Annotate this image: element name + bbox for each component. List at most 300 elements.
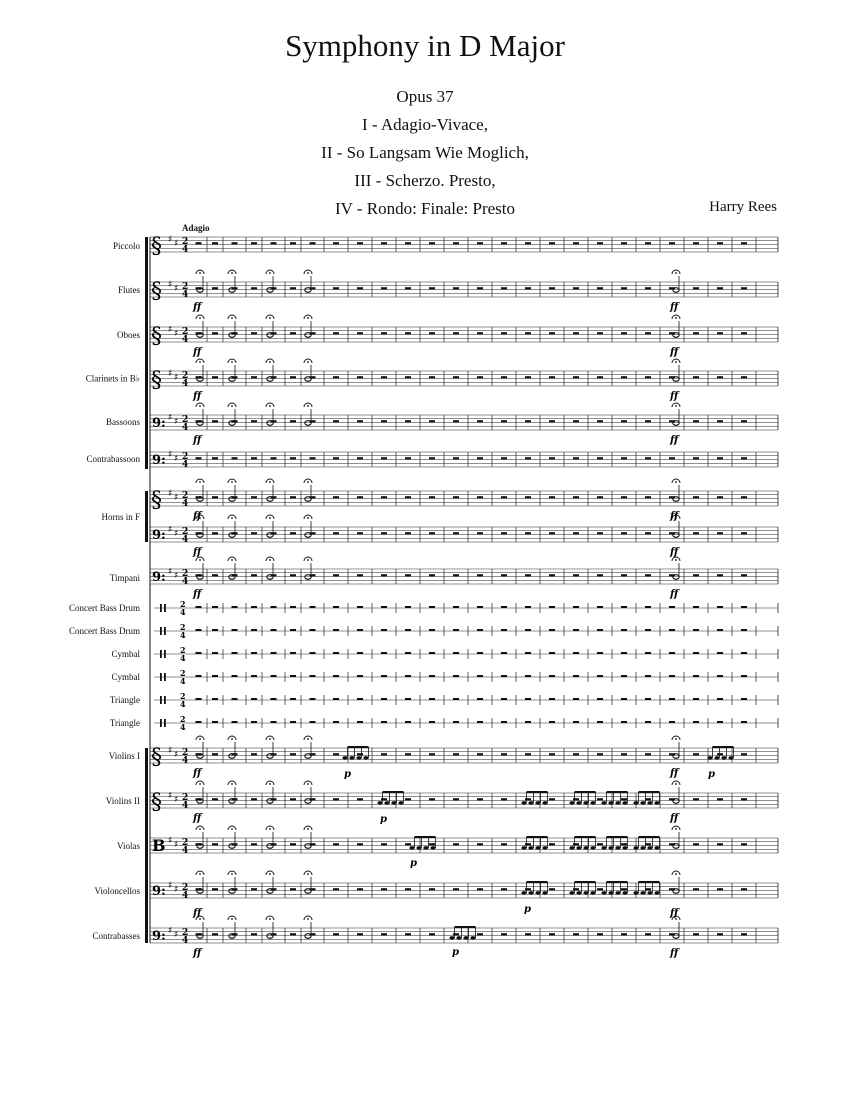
fermata-note [266,515,274,537]
rest-mark [669,606,675,608]
percussion-clef [160,604,162,612]
rest-mark [597,332,603,334]
rest-mark [333,843,339,845]
rest-mark [597,721,603,723]
rest-mark [290,698,296,700]
fermata-note [304,359,312,381]
rest-mark [290,242,296,244]
rest-mark [501,287,507,289]
opus-number: Opus 37 [396,87,454,106]
bass-clef: 9: [152,453,166,468]
sharp-sign: ♯ [174,795,179,805]
rest-mark [310,698,316,700]
percussion-clef [160,650,162,658]
rest-mark [597,675,603,677]
rest-mark [669,242,675,244]
fermata-note [672,315,680,337]
rest-mark [645,652,651,654]
percussion-clef [164,719,166,727]
rest-mark [525,798,531,800]
time-sig-bottom: 4 [182,423,189,433]
instrument-label: Contrabassoon [86,454,140,464]
rest-mark [693,888,699,890]
fermata-note [266,315,274,337]
dynamic-ff: ff [670,511,679,522]
rest-mark [621,532,627,534]
rest-mark [621,698,627,700]
rest-mark [501,332,507,334]
rest-mark [741,420,747,422]
rest-mark [693,457,699,459]
rest-mark [357,721,363,723]
sharp-sign: ♯ [168,836,173,846]
rest-mark [251,888,257,890]
fermata-note [304,479,312,501]
bass-clef: 9: [152,884,166,899]
rest-mark [573,287,579,289]
rest-mark [212,675,218,677]
rest-mark [693,420,699,422]
rest-mark [333,606,339,608]
rest-mark [381,843,387,845]
rest-mark [597,420,603,422]
percussion-clef [164,673,166,681]
rest-mark [196,457,202,459]
rest-mark [501,574,507,576]
rest-mark [645,287,651,289]
rest-mark [669,721,675,723]
rest-mark [669,457,675,459]
staff [150,748,778,763]
rest-mark [453,332,459,334]
rest-mark [597,287,603,289]
treble-clef: § [151,745,162,770]
rest-mark [741,376,747,378]
rest-mark [271,457,277,459]
rest-mark [477,721,483,723]
staff [150,237,778,252]
rest-mark [549,606,555,608]
rest-mark [597,843,603,845]
rest-mark [453,574,459,576]
dynamic-p: p [410,858,417,869]
sharp-sign: ♯ [168,525,173,535]
rest-mark [741,332,747,334]
rest-mark [196,698,202,700]
rest-mark [310,606,316,608]
fermata-note [266,826,274,848]
rest-mark [717,420,723,422]
rest-mark [717,698,723,700]
rest-mark [645,888,651,890]
fermata-note [266,479,274,501]
rest-mark [453,888,459,890]
treble-clef: § [151,368,162,393]
rest-mark [573,721,579,723]
rest-mark [549,675,555,677]
sharp-sign: ♯ [174,840,179,850]
sharp-sign: ♯ [168,791,173,801]
rest-mark [381,496,387,498]
rest-mark [693,629,699,631]
instrument-label: Oboes [117,330,140,340]
rest-mark [621,457,627,459]
dynamic-p: p [344,769,351,780]
sharp-sign: ♯ [174,454,179,464]
rest-mark [333,675,339,677]
rest-mark [290,652,296,654]
rest-mark [717,376,723,378]
rest-mark [597,629,603,631]
rest-mark [621,888,627,890]
rest-mark [621,675,627,677]
fermata-note [266,557,274,579]
dynamic-ff: ff [193,391,202,402]
rest-mark [381,753,387,755]
rest-mark [357,574,363,576]
rest-mark [573,376,579,378]
rest-mark [212,376,218,378]
time-sig-top: 2 [182,237,189,247]
rest-mark [717,798,723,800]
rest-mark [741,574,747,576]
rest-mark [196,242,202,244]
rest-mark [381,332,387,334]
instrument-label: Concert Bass Drum [69,626,140,636]
rest-mark [741,843,747,845]
rest-mark [621,376,627,378]
rest-mark [212,721,218,723]
rest-mark [196,652,202,654]
fermata-note [266,736,274,758]
rest-mark [251,721,257,723]
rest-mark [453,652,459,654]
time-sig-top: 2 [182,928,189,938]
rest-mark [597,532,603,534]
percussion-clef [160,627,162,635]
time-sig-bottom: 4 [182,335,189,345]
rest-mark [251,652,257,654]
rest-mark [310,629,316,631]
rest-mark [693,496,699,498]
rest-mark [232,698,238,700]
rest-mark [525,698,531,700]
sharp-sign: ♯ [168,881,173,891]
dynamic-ff: ff [670,547,679,558]
fermata-note [304,270,312,292]
rest-mark [741,287,747,289]
rest-mark [333,420,339,422]
fermata-note [304,315,312,337]
bass-clef: 9: [152,416,166,431]
rest-mark [357,652,363,654]
rest-mark [381,675,387,677]
rest-mark [717,242,723,244]
rest-mark [741,888,747,890]
rest-mark [290,888,296,890]
rest-mark [645,698,651,700]
rest-mark [405,287,411,289]
rest-mark [333,629,339,631]
rest-mark [381,457,387,459]
staff [150,928,778,943]
rest-mark [621,242,627,244]
rest-mark [501,675,507,677]
rest-mark [573,698,579,700]
rest-mark [429,496,435,498]
rest-mark [645,496,651,498]
rest-mark [621,721,627,723]
rest-mark [525,933,531,935]
rest-mark [501,721,507,723]
percussion-clef [160,696,162,704]
rest-mark [549,242,555,244]
staff [150,327,778,342]
time-sig-top: 2 [180,714,186,724]
rest-mark [549,496,555,498]
rest-mark [717,721,723,723]
rest-mark [333,457,339,459]
rest-mark [693,933,699,935]
dynamic-ff: ff [670,813,679,824]
rest-mark [477,420,483,422]
rest-mark [549,753,555,755]
rest-mark [477,574,483,576]
rest-mark [597,798,603,800]
time-sig-bottom: 4 [180,607,186,617]
sharp-sign: ♯ [168,567,173,577]
rest-mark [251,675,257,677]
rest-mark [290,287,296,289]
rest-mark [333,376,339,378]
fermata-note [304,557,312,579]
rest-mark [621,420,627,422]
rest-mark [693,376,699,378]
rest-mark [357,496,363,498]
rest-mark [429,798,435,800]
strings-bracket [145,748,148,943]
rest-mark [645,574,651,576]
rest-mark [525,574,531,576]
rest-mark [453,242,459,244]
instrument-label: Cymbal [111,672,140,682]
rest-mark [525,532,531,534]
time-sig-top: 2 [180,599,186,609]
rest-mark [212,933,218,935]
rest-mark [196,675,202,677]
rest-mark [621,574,627,576]
rest-mark [549,420,555,422]
fermata-note [266,781,274,803]
rest-mark [549,287,555,289]
rest-mark [333,287,339,289]
rest-mark [621,496,627,498]
rest-mark [310,652,316,654]
fermata-note [672,359,680,381]
time-sig-top: 2 [182,415,189,425]
fermata-note [672,557,680,579]
rest-mark [621,332,627,334]
sharp-sign: ♯ [174,529,179,539]
alto-clef: B [152,836,166,855]
rest-mark [381,376,387,378]
staff [150,883,778,898]
rest-mark [477,532,483,534]
rest-mark [525,332,531,334]
rest-mark [405,457,411,459]
rest-mark [525,376,531,378]
staff [150,452,778,467]
rest-mark [357,629,363,631]
rest-mark [597,606,603,608]
rest-mark [693,698,699,700]
rest-mark [232,629,238,631]
rest-mark [271,652,277,654]
percussion-staff [154,603,778,613]
sharp-sign: ♯ [168,325,173,335]
rest-mark [212,843,218,845]
instrument-label: Horns in F [101,512,140,522]
rest-mark [212,532,218,534]
treble-clef: § [151,488,162,513]
time-sig-bottom: 4 [182,891,189,901]
rest-mark [429,721,435,723]
rest-mark [429,606,435,608]
rest-mark [290,532,296,534]
rest-mark [645,675,651,677]
rest-mark [290,332,296,334]
rest-mark [333,574,339,576]
rest-mark [597,933,603,935]
fermata-note [672,270,680,292]
rest-mark [381,606,387,608]
rest-mark [333,242,339,244]
rest-mark [290,721,296,723]
rest-mark [477,496,483,498]
rest-mark [645,753,651,755]
percussion-clef [160,673,162,681]
rest-mark [271,675,277,677]
rest-mark [717,843,723,845]
sharp-sign: ♯ [174,373,179,383]
treble-clef: § [151,324,162,349]
rest-mark [501,843,507,845]
rest-mark [717,532,723,534]
rest-mark [212,420,218,422]
fermata-note [304,916,312,938]
instrument-label: Bassoons [105,417,140,427]
rest-mark [597,496,603,498]
rest-mark [717,574,723,576]
percussion-staff [154,649,778,659]
dynamic-ff: ff [670,948,679,959]
rest-mark [212,798,218,800]
rest-mark [453,457,459,459]
rest-mark [271,242,277,244]
time-sig-bottom: 4 [182,577,189,587]
rest-mark [405,675,411,677]
rest-mark [693,332,699,334]
rest-mark [381,629,387,631]
rest-mark [549,933,555,935]
rest-mark [212,652,218,654]
rest-mark [573,420,579,422]
rest-mark [741,606,747,608]
fermata-note [672,479,680,501]
dynamic-ff: ff [670,435,679,446]
rest-mark [741,496,747,498]
fermata-note [304,515,312,537]
sharp-sign: ♯ [174,284,179,294]
rest-mark [717,606,723,608]
rest-mark [717,287,723,289]
rest-mark [429,287,435,289]
sharp-sign: ♯ [174,885,179,895]
time-sig-top: 2 [180,691,186,701]
sharp-sign: ♯ [168,369,173,379]
rest-mark [573,629,579,631]
rest-mark [525,629,531,631]
rest-mark [357,798,363,800]
rest-mark [333,888,339,890]
rest-mark [381,888,387,890]
rest-mark [717,629,723,631]
sharp-sign: ♯ [168,235,173,245]
rest-mark [597,652,603,654]
dynamic-p: p [380,814,387,825]
rest-mark [357,888,363,890]
staff [150,371,778,386]
rest-mark [381,574,387,576]
sharp-sign: ♯ [174,571,179,581]
time-sig-top: 2 [182,282,189,292]
rest-mark [477,332,483,334]
dynamic-ff: ff [670,391,679,402]
rest-mark [212,698,218,700]
rest-mark [429,652,435,654]
bass-clef: 9: [152,929,166,944]
rest-mark [501,698,507,700]
rest-mark [429,753,435,755]
rest-mark [549,574,555,576]
rest-mark [453,698,459,700]
rest-mark [212,287,218,289]
rest-mark [645,933,651,935]
rest-mark [549,843,555,845]
time-sig-top: 2 [180,622,186,632]
rest-mark [212,574,218,576]
rest-mark [741,753,747,755]
dynamic-p: p [524,904,531,915]
rest-mark [693,798,699,800]
dynamic-ff: ff [193,347,202,358]
rest-mark [621,287,627,289]
rest-mark [501,933,507,935]
rest-mark [381,652,387,654]
rest-mark [405,753,411,755]
rest-mark [741,798,747,800]
dynamic-ff: ff [670,302,679,313]
rest-mark [357,698,363,700]
rest-mark [501,376,507,378]
rest-mark [429,675,435,677]
staff [150,838,778,853]
dynamic-ff: ff [670,589,679,600]
sharp-sign: ♯ [168,413,173,423]
rest-mark [251,753,257,755]
rest-mark [477,843,483,845]
rest-mark [501,753,507,755]
